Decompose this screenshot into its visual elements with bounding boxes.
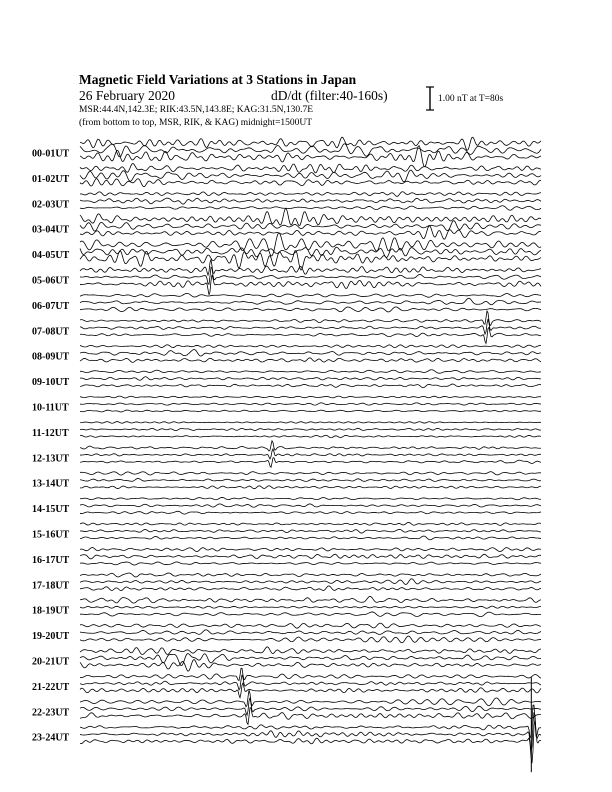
trace-rik <box>80 504 541 507</box>
trace-kag <box>80 668 541 680</box>
trace-rik <box>80 554 541 559</box>
trace-rik <box>80 698 541 716</box>
trace-rik <box>80 630 541 635</box>
scale-bar <box>426 87 434 110</box>
trace-kag <box>80 422 541 424</box>
station-order-note: (from bottom to top, MSR, RIK, & KAG) midnight=1500UT <box>79 118 313 128</box>
row-label: 15-16UT <box>32 529 70 541</box>
trace-msr <box>80 683 541 698</box>
trace-kag <box>80 311 541 326</box>
row-label: 11-12UT <box>32 427 69 439</box>
row-label: 21-22UT <box>32 681 70 693</box>
trace-kag <box>80 192 541 197</box>
trace-kag <box>80 396 541 398</box>
trace-msr <box>80 179 541 187</box>
trace-msr <box>80 536 541 540</box>
trace-kag <box>80 623 541 628</box>
trace-msr <box>80 327 541 343</box>
row-label: 23-24UT <box>32 732 70 744</box>
trace-msr <box>80 586 541 591</box>
trace-rik <box>80 478 541 481</box>
row-label: 04-05UT <box>32 250 70 262</box>
trace-rik <box>80 170 541 182</box>
row-label: 19-20UT <box>32 631 70 643</box>
trace-msr <box>80 458 541 468</box>
trace-kag <box>80 548 541 552</box>
row-label: 01-02UT <box>32 173 70 185</box>
trace-msr <box>80 307 541 312</box>
trace-msr <box>80 511 541 514</box>
row-label: 09-10UT <box>32 377 70 389</box>
trace-kag <box>80 522 541 525</box>
trace-msr <box>80 562 541 565</box>
trace-rik <box>80 403 541 405</box>
trace-rik <box>80 428 541 430</box>
trace-msr <box>80 358 541 363</box>
trace-msr <box>80 636 541 643</box>
trace-rik <box>80 298 541 305</box>
row-label: 02-03UT <box>32 199 70 211</box>
scale-label: 1.00 nT at T=80s <box>438 94 504 104</box>
trace-kag <box>80 137 541 150</box>
trace-kag <box>80 441 541 451</box>
row-label: 16-17UT <box>32 554 70 566</box>
trace-rik <box>80 606 541 608</box>
row-label: 12-13UT <box>32 453 70 465</box>
trace-kag <box>80 472 541 475</box>
row-label: 07-08UT <box>32 326 70 338</box>
trace-msr <box>80 719 541 763</box>
trace-msr <box>80 708 541 725</box>
trace-msr <box>80 435 541 437</box>
trace-kag <box>80 573 541 577</box>
station-coordinates: MSR:44.4N,142.3E; RIK:43.5N,143.8E; KAG:31.5N,130.7E <box>79 105 314 115</box>
trace-kag <box>80 705 541 738</box>
chart-title: Magnetic Field Variations at 3 Stations in Japan <box>79 72 357 87</box>
row-label: 14-15UT <box>32 504 70 516</box>
trace-rik <box>80 449 541 459</box>
trace-kag <box>80 690 541 707</box>
row-label: 03-04UT <box>32 224 70 236</box>
trace-kag <box>80 259 541 275</box>
chart-quantity: dD/dt (filter:40-160s) <box>271 88 388 103</box>
trace-rik <box>80 377 541 381</box>
row-label: 20-21UT <box>32 656 70 668</box>
trace-msr <box>80 206 541 210</box>
trace-rik <box>80 529 541 533</box>
trace-rik <box>80 221 541 231</box>
trace-kag <box>80 596 541 603</box>
trace-rik <box>80 198 541 204</box>
row-label: 08-09UT <box>32 351 70 363</box>
trace-kag <box>80 497 541 499</box>
trace-rik <box>80 654 541 666</box>
row-label: 10-11UT <box>32 402 69 414</box>
trace-kag <box>80 163 541 172</box>
trace-kag <box>80 370 541 373</box>
row-label: 17-18UT <box>32 580 70 592</box>
trace-msr <box>80 660 541 672</box>
trace-msr <box>80 384 541 388</box>
row-label: 00-01UT <box>32 148 70 160</box>
row-label: 05-06UT <box>32 275 70 287</box>
trace-rik <box>80 579 541 585</box>
trace-msr <box>80 612 541 617</box>
trace-kag <box>80 647 541 655</box>
row-label: 06-07UT <box>32 300 70 312</box>
row-label: 18-19UT <box>32 605 70 617</box>
trace-kag <box>80 345 541 348</box>
row-labels <box>32 149 70 744</box>
row-label: 13-14UT <box>32 478 70 490</box>
trace-kag <box>80 233 541 256</box>
trace-msr <box>80 486 541 489</box>
row-label: 22-23UT <box>32 707 70 719</box>
trace-kag <box>80 293 541 297</box>
chart-date: 26 February 2020 <box>79 88 175 103</box>
trace-rik <box>80 350 541 357</box>
trace-kag <box>80 208 541 225</box>
trace-rik <box>80 712 541 751</box>
trace-msr <box>80 410 541 412</box>
traces <box>80 137 541 772</box>
